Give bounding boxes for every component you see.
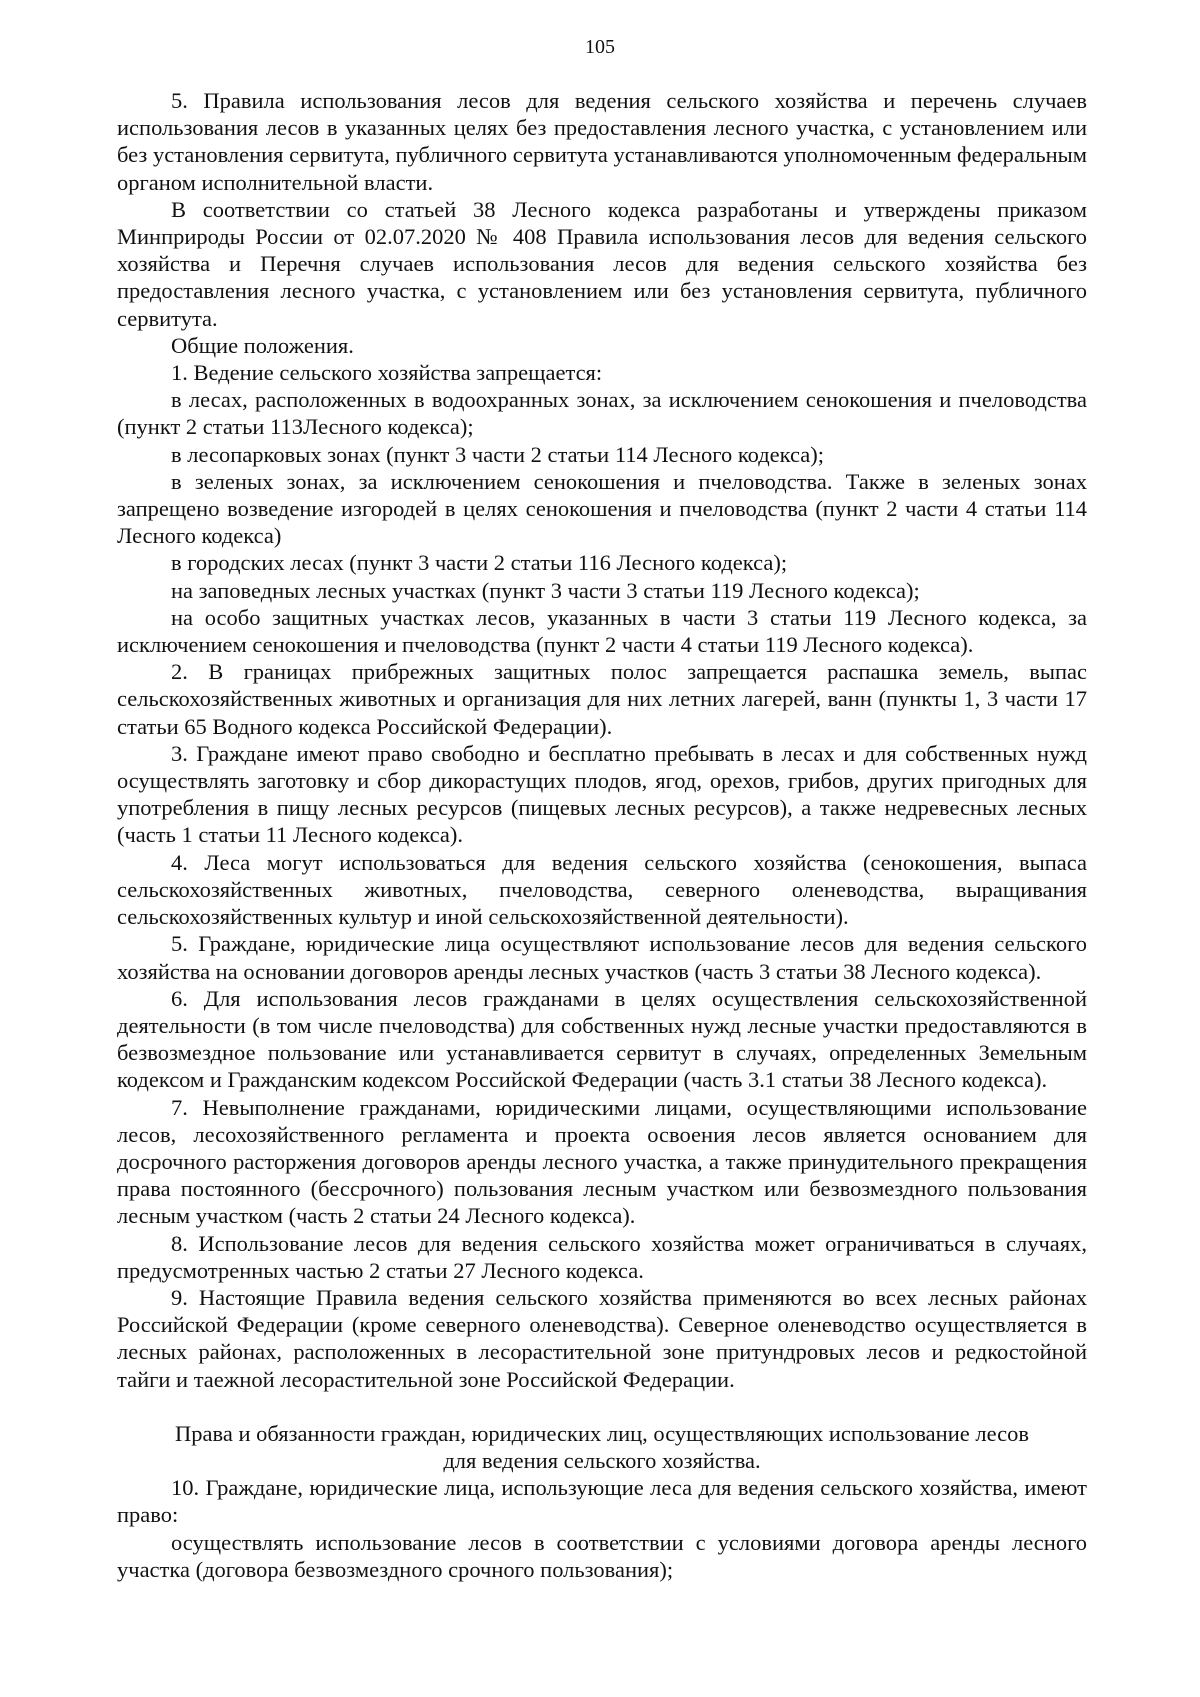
paragraph-lease-rights: осуществлять использование лесов в соответствии с условиями договора аренды лесного участка (договора безвозмездного срочного пользования); (117, 1529, 1087, 1582)
paragraph-item-8: 8. Использование лесов для ведения сельского хозяйства может ограничиваться в случаях, предусмотренных частью 2 статьи 27 Лесного кодекса. (117, 1230, 1087, 1283)
paragraph-item-6: 6. Для использования лесов гражданами в целях осуществления сельскохозяйственной деятельности (в том числе пчеловодства) для собственных нужд лесные участки предоставляются в безвозмездное пользование или устанавливается сервитут в случаях, определенных Земельным кодексом и Гражданским кодексом Российской Федерации (часть 3.1 статьи 38 Лесного кодекса). (117, 985, 1087, 1093)
paragraph-item-3: 3. Граждане имеют право свободно и бесплатно пребывать в лесах и для собственных нужд осуществлять заготовку и сбор дикорастущих плодов, ягод, орехов, грибов, других пригодных для употребления в пищу лесных ресурсов (пищевых лесных ресурсов), а также недревесных лесных (часть 1 статьи 11 Лесного кодекса). (117, 740, 1087, 848)
paragraph-item-7: 7. Невыполнение гражданами, юридическими лицами, осуществляющими использование лесов, лесохозяйственного регламента и проекта освоения лесов является основанием для досрочного расторжения договоров аренды лесного участка, а также принудительного прекращения права постоянного (бессрочного) пользования лесным участком или безвозмездного пользования лесным участком (часть 2 статьи 24 Лесного кодекса). (117, 1094, 1087, 1229)
paragraph-urban-forests: в городских лесах (пункт 3 части 2 статьи 116 Лесного кодекса); (171, 550, 788, 576)
section-title (117, 1420, 1087, 1474)
section-title-line-1: Права и обязанности граждан, юридических лиц, осуществляющих использование лесов (175, 1420, 1029, 1446)
paragraph-green-zones: в зеленых зонах, за исключением сенокошения и пчеловодства. Также в зеленых зонах запрещено возведение изгородей в целях сенокошения и пчеловодства (пункт 2 части 4 статьи 114 Лесного кодекса) (117, 468, 1087, 549)
paragraph-protective-plots: на особо защитных участках лесов, указанных в части 3 статьи 119 Лесного кодекса, за исключением сенокошения и пчеловодства (пункт 2 части 4 статьи 119 Лесного кодекса). (117, 604, 1087, 658)
paragraph-item-10: 10. Граждане, юридические лица, использующие леса для ведения сельского хозяйства, имеют право: (117, 1475, 1087, 1528)
paragraph-order-408: В соответствии со статьей 38 Лесного кодекса разработаны и утверждены приказом Минприроды России от 02.07.2020 № 408 Правила использования лесов для ведения сельского хозяйства и Перечня случаев использования лесов для ведения сельского хозяйства без предоставления лесного участка, с установлением или без установления сервитута, публичного сервитута. (117, 196, 1087, 331)
section-title-line-2: для ведения сельского хозяйства. (443, 1447, 761, 1473)
paragraph-water-protection-zones: в лесах, расположенных в водоохранных зонах, за исключением сенокошения и пчеловодства (пункт 2 статьи 113Лесного кодекса); (117, 387, 1087, 440)
paragraph-rules-intro: 5. Правила использования лесов для ведения сельского хозяйства и перечень случаев использования лесов в указанных целях без предоставления лесного участка, с установлением или без установления сервитута, публичного сервитута устанавливаются уполномоченным федеральным органом исполнительной власти. (117, 88, 1087, 195)
paragraph-general-provisions: Общие положения. (171, 332, 354, 358)
paragraph-item-5: 5. Граждане, юридические лица осуществляют использование лесов для ведения сельского хозяйства на основании договоров аренды лесных участков (часть 3 статьи 38 Лесного кодекса). (117, 931, 1087, 984)
paragraph-item-2: 2. В границах прибрежных защитных полос запрещается распашка земель, выпас сельскохозяйственных животных и организация для них летних лагерей, ванн (пункты 1, 3 части 17 статьи 65 Водного кодекса Российской Федерации). (117, 659, 1087, 739)
document-body (117, 87, 1087, 1583)
paragraph-reserved-plots: на заповедных лесных участках (пункт 3 части 3 статьи 119 Лесного кодекса); (171, 577, 920, 603)
paragraph-item-4: 4. Леса могут использоваться для ведения сельского хозяйства (сенокошения, выпаса сельскохозяйственных животных, пчеловодства, северного оленеводства, выращивания сельскохозяйственных культур и иной сельскохозяйственной деятельности). (117, 849, 1087, 930)
paragraph-forest-park-zones: в лесопарковых зонах (пункт 3 части 2 статьи 114 Лесного кодекса); (171, 441, 825, 467)
paragraph-item-1: 1. Ведение сельского хозяйства запрещается: (171, 360, 603, 386)
page-number: 105 (585, 36, 615, 58)
paragraph-item-9: 9. Настоящие Правила ведения сельского хозяйства применяются во всех лесных районах Российской Федерации (кроме северного оленеводства). Северное оленеводство осуществляется в лесных районах, расположенных в лесорастительной зоне притундровых лесов и редкостойной тайги и таежной лесорастительной зоне Российской Федерации. (117, 1284, 1087, 1392)
